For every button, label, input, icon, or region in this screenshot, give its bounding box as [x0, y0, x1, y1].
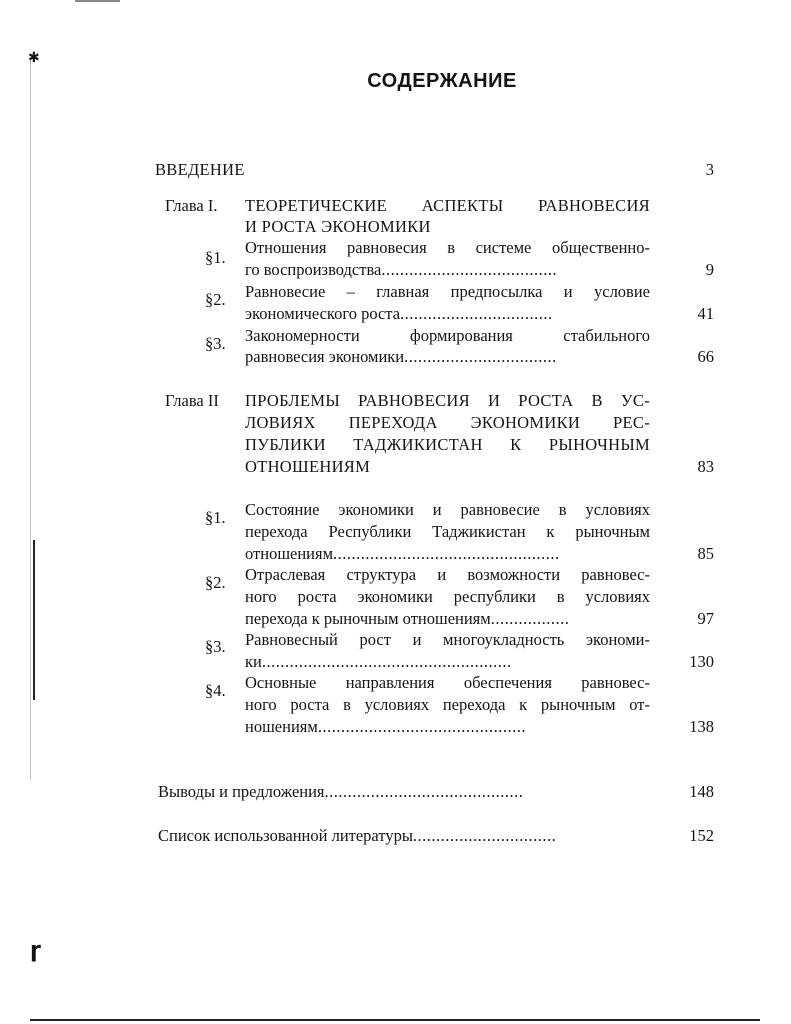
chapter1-section-line: го воспроизводства......................................	[245, 260, 558, 279]
chapter2-section-line: ного роста в условиях перехода к рыночным от-	[245, 695, 650, 714]
chapter2-section-page: 138	[689, 717, 714, 736]
chapter2-title-line: ЛОВИЯХ ПЕРЕХОДА ЭКОНОМИКИ РЕС-	[245, 413, 650, 432]
chapter1-section-line: Закономерности формирования стабильного	[245, 326, 650, 345]
chapter2-section-line: перехода Республики Таджикистан к рыночным	[245, 522, 650, 541]
chapter1-title-line: ТЕОРЕТИЧЕСКИЕ АСПЕКТЫ РАВНОВЕСИЯ	[245, 196, 650, 215]
chapter2-section-page: 130	[689, 652, 714, 671]
scan-top-mark	[75, 0, 120, 2]
chapter2-section-line: ного роста экономики республики в условиях	[245, 587, 650, 606]
chapter2-section-line: Равновесный рост и многоукладность экономи-	[245, 630, 650, 649]
scan-speck: ɼ	[30, 938, 41, 963]
chapter1-section-number: §1.	[205, 248, 226, 267]
chapter2-section-line: Отраслевая структура и возможности равновес-	[245, 565, 650, 584]
chapter2-section-line: ношениям.............................................	[245, 717, 526, 736]
toc-conclusions-page: 148	[689, 782, 714, 801]
toc-references: Список использованной литературы...............................	[158, 826, 557, 845]
page-title: СОДЕРЖАНИЕ	[367, 70, 517, 92]
chapter1-title-line: И РОСТА ЭКОНОМИКИ	[245, 217, 431, 236]
chapter2-title-line: ПРОБЛЕМЫ РАВНОВЕСИЯ И РОСТА В УС-	[245, 391, 650, 410]
toc-references-page: 152	[689, 826, 714, 845]
chapter2-section-line: Основные направления обеспечения равновес-	[245, 673, 650, 692]
chapter1-section-page: 9	[705, 260, 714, 279]
chapter1-section-number: §3.	[205, 334, 226, 353]
scan-speck: ✱	[28, 50, 40, 66]
chapter1-section-number: §2.	[205, 290, 226, 309]
chapter1-section-line: экономического роста.................................	[245, 304, 553, 323]
chapter2-page: 83	[697, 457, 714, 476]
toc-conclusions: Выводы и предложения...........................................	[158, 782, 524, 801]
chapter2-section-page: 97	[697, 609, 714, 628]
chapter2-section-number: §3.	[205, 637, 226, 656]
chapter2-section-number: §2.	[205, 573, 226, 592]
chapter1-section-page: 41	[697, 304, 714, 323]
chapter2-section-number: §1.	[205, 508, 226, 527]
toc-intro-page: 3	[705, 160, 714, 179]
scan-margin-line	[30, 60, 31, 780]
scan-bottom-line	[30, 1019, 760, 1021]
chapter1-section-line: равновесия экономики.................................	[245, 347, 557, 366]
chapter2-section-line: отношениям.................................................	[245, 544, 560, 563]
chapter1-section-page: 66	[697, 347, 714, 366]
chapter2-section-line: Состояние экономики и равновесие в условиях	[245, 500, 650, 519]
chapter2-section-page: 85	[697, 544, 714, 563]
scan-margin-bar	[33, 540, 35, 700]
chapter2-title-line: ОТНОШЕНИЯМ	[245, 457, 371, 476]
chapter2-section-line: ки......................................................	[245, 652, 512, 671]
chapter1-label: Глава I.	[165, 196, 218, 215]
chapter1-section-line: Отношения равновесия в системе общественно-	[245, 238, 650, 257]
chapter2-section-line: перехода к рыночным отношениям.................	[245, 609, 570, 628]
chapter2-section-number: §4.	[205, 681, 226, 700]
chapter1-section-line: Равновесие – главная предпосылка и условие	[245, 282, 650, 301]
chapter2-label: Глава II	[165, 391, 219, 410]
toc-intro-label: ВВЕДЕНИЕ	[155, 160, 245, 179]
chapter2-title-line: ПУБЛИКИ ТАДЖИКИСТАН К РЫНОЧНЫМ	[245, 435, 650, 454]
